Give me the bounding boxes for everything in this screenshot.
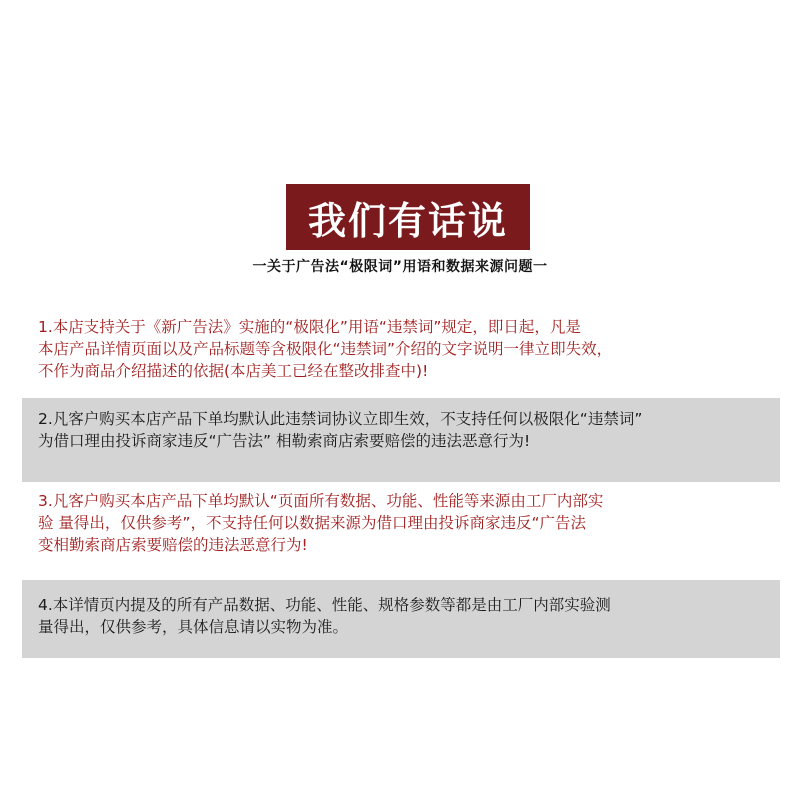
notice-line: 为借口理由投诉商家违反“广告法” 相勒索商店索要赔偿的违法恶意行为! <box>38 432 531 450</box>
notice-line: 3.凡客户购买本店产品下单均默认“页面所有数据、功能、性能等来源由工厂内部实 <box>38 492 604 510</box>
notice-line: 本店产品详情页面以及产品标题等含极限化“违禁词”介绍的文字说明一律立即失效， <box>38 340 613 358</box>
notice-section-2 <box>22 398 780 482</box>
notice-line: 变相勤索商店索要赔偿的违法恶意行为! <box>38 536 308 554</box>
notice-line: 2.凡客户购买本店产品下单均默认此违禁词协议立即生效，不支持任何以极限化“违禁词” <box>38 410 643 428</box>
banner-title: 我们有话说 <box>307 198 508 243</box>
notice-section-4 <box>22 580 780 658</box>
notice-section-1 <box>22 312 780 394</box>
page-subtitle: 一关于广告法“极限词”用语和数据来源问题一 <box>252 259 548 275</box>
notice-line: 验 量得出，仅供参考”，不支持任何以数据来源为借口理由投诉商家违反“广告法 <box>38 514 586 532</box>
notice-line: 量得出，仅供参考，具体信息请以实物为准。 <box>38 618 349 636</box>
notice-section-3 <box>22 484 780 568</box>
notice-line: 4.本详情页内提及的所有产品数据、功能、性能、规格参数等都是由工厂内部实验测 <box>38 596 611 614</box>
header-banner <box>286 184 530 250</box>
notice-line: 1.本店支持关于《新广告法》实施的“极限化”用语“违禁词”规定，即日起，凡是 <box>38 318 581 336</box>
notice-line: 不作为商品介绍描述的依据(本店美工已经在整改排查中)! <box>38 362 429 380</box>
